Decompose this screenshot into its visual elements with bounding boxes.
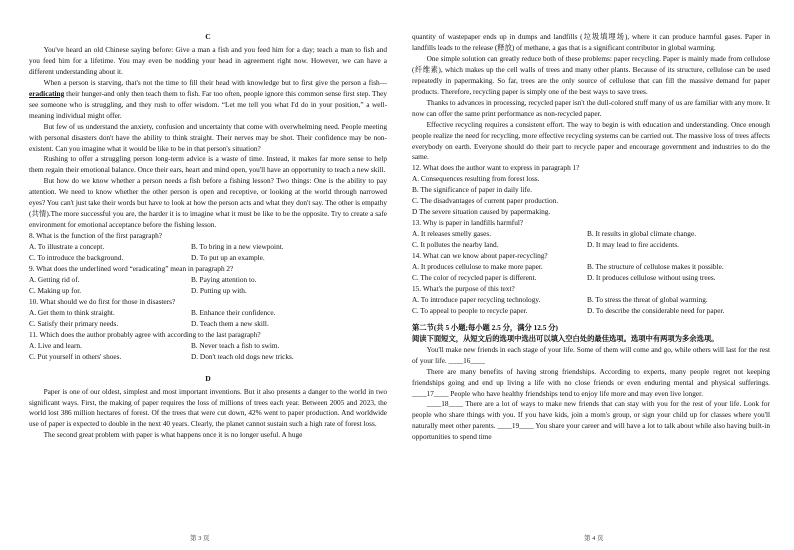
option: D. To put up an example.: [191, 253, 265, 263]
left-column: [29, 32, 387, 441]
page-number-left: 第 3 页: [190, 535, 210, 542]
d-paragraph-4: Thanks to advances in processing, recycled paper isn't the dull-colored stuff many of us are familiar with any more. It now can offer the same print performance as non-recycled paper.: [412, 97, 771, 118]
option: B. It results in global climate change.: [587, 229, 697, 239]
option: C. Making up for.: [29, 285, 82, 295]
question-14: 14. What can we know about paper-recycling?: [412, 251, 548, 261]
question-14-options-row1: [412, 262, 770, 273]
question-8: 8. What is the function of the first paragraph?: [29, 231, 162, 241]
option: B. To bring in a new viewpoint.: [191, 242, 284, 252]
question-10: 10. What should we do first for those in disasters?: [29, 296, 176, 306]
option: C. To introduce the background.: [29, 253, 124, 263]
cloze-paragraph-3: ____18____ There are a lot of ways to make new friends that can stay with you for the rest of your life. Look for people who share things with you. If you have kids, join a mom's group, or sign your child up for classes where you'll naturally meet other parents. ____19____ You share your career and will have a lot to talk about while also having built-in opportunities to spend time: [412, 399, 770, 442]
question-9-options-row2: [29, 286, 387, 297]
option: D. Teach them a new skill.: [191, 318, 269, 328]
option: B. The structure of cellulose makes it possible.: [587, 262, 724, 272]
question-10-options-row2: [29, 319, 387, 330]
question-13-options-row1: [412, 229, 770, 240]
question-15-options-row2: [412, 306, 770, 317]
option: D. It may lead to fire accidents.: [587, 240, 679, 250]
option: C. The disadvantages of current paper production.: [412, 196, 559, 206]
question-12: 12. What does the author want to express in paragraph 1?: [412, 163, 580, 173]
option: A. It releases smelly gases.: [412, 229, 492, 239]
underlined-word: eradicating: [29, 88, 65, 98]
page-number-right: 第 4 页: [584, 535, 604, 542]
question-9: 9. What does the underlined word “eradicating” mean in paragraph 2?: [29, 264, 234, 274]
option: A. To introduce paper recycling technology.: [412, 294, 541, 304]
c-paragraph-2: [29, 78, 387, 122]
question-11-options-row2: [29, 352, 387, 363]
question-13-options-row2: [412, 240, 770, 251]
c-paragraph-2-start: When a person is starving, that's not the time to fill their head with knowledge but to first give the person a fish—: [43, 77, 387, 87]
question-15-options-row1: [412, 295, 770, 306]
c-paragraph-2-end: their hunger-and only then teach them to fish. Far too often, people ignore this common sense first step. They see someone who is struggling, and they rush to offer wisdom. “Let me tell you what I'd do in your position,” a well-meaning individual might offer.: [29, 88, 387, 120]
option: A. Get them to think straight.: [29, 307, 115, 317]
question-8-options-row1: [29, 242, 387, 253]
part-2-title: 第二节(共 5 小题;每小题 2.5 分，满分 12.5 分): [412, 322, 558, 332]
option: D. Don't teach old dogs new tricks.: [191, 351, 294, 361]
d-paragraph-3: One simple solution can greatly reduce both of these problems: paper recycling. Paper is mainly made from cellulose (纤维素), which makes up the cell walls of trees and many other plants. Because of its structure, cellulose can be used repeatedly in papermaking. So far, trees are the only source of cellulose that can fill the massive demand for paper products. Therefore, recycling paper is simply one of the best ways to save trees.: [412, 53, 770, 96]
option: D. Putting up with.: [191, 285, 247, 295]
option: D. It produces cellulose without using trees.: [587, 272, 716, 282]
c-paragraph-3: But few of us understand the anxiety, confusion and uncertainty that come with overwhelming need. People meeting with personal disasters don't have the ability to think straight. Their nerves may be shot. Their confidence may be non-existent. Can you imagine what it would be like to be in that person's situation?: [29, 121, 387, 153]
option: D The severe situation caused by papermaking.: [412, 207, 551, 217]
option: A. Consequences resulting from forest loss.: [412, 174, 540, 184]
question-8-options-row2: [29, 253, 387, 264]
part-2-instructions: 阅读下面短文，从短文后的选项中选出可以填入空白处的最佳选项。选项中有两项为多余选项。: [412, 333, 719, 343]
option: C. It pollutes the nearby land.: [412, 240, 499, 250]
option: B. To stress the threat of global warming.: [587, 294, 708, 304]
d-paragraph-5: Effective recycling requires a consistent effort. The way to begin is with education and understanding. Once enough people realize the need for recycling, more effective recycling systems can be carried out. The massive loss of trees affects everybody on earth. Everyone should do their part to recycle paper and encourage government and industries to do the same.: [412, 119, 771, 162]
question-11: 11. Which does the author probably agree with according to the last paragraph?: [29, 329, 261, 339]
question-14-options-row2: [412, 273, 770, 284]
option: A. Live and learn.: [29, 340, 82, 350]
option: B. Paying attention to.: [191, 274, 257, 284]
option: A. It produces cellulose to make more paper.: [412, 262, 543, 272]
right-column: [412, 32, 770, 443]
question-11-options-row1: [29, 341, 387, 352]
section-c-title: C: [205, 32, 211, 41]
c-paragraph-1: You've heard an old Chinese saying before: Give a man a fish and you feed him for a day; teach a man to fish and you feed him for a lifetime. You may even be nodding your head in agreement right now. However, we can have a different understanding about it.: [29, 44, 387, 76]
option: B. Enhance their confidence.: [191, 307, 276, 317]
d-paragraph-1: Paper is one of our oldest, simplest and most important inventions. But it also presents a danger to the world in two significant ways. First, the making of paper requires the loss of millions of trees each year. Between 2005 and 2023, the world lost 386 million hectares of forest. Of the trees that were cut down, 42% went to paper production. And worldwide use of paper is expected to double in the next 40 years. Clearly, the planet cannot sustain such a high rate of forest loss.: [29, 386, 387, 429]
option: B. Never teach a fish to swim.: [191, 340, 280, 350]
option: B. The significance of paper in daily life.: [412, 185, 533, 195]
cloze-paragraph-1: You'll make new friends in each stage of your life. Some of them will come and go, while others will last for the rest of your life. ____16____: [412, 344, 770, 365]
c-paragraph-4: Rushing to offer a struggling person long-term advice is a waste of time. Instead, it makes far more sense to help them regain their emotional balance. Once their ears, heart and mind open, you'll have an opportunity to teach a new skill.: [29, 154, 387, 175]
option: A. To illustrate a concept.: [29, 242, 105, 252]
question-10-options-row1: [29, 308, 387, 319]
d-paragraph-2: The second great problem with paper is what happens once it is no longer useful. A huge: [43, 430, 303, 440]
question-13: 13. Why is paper in landfills harmful?: [412, 218, 524, 228]
option: D. To describe the considerable need for paper.: [587, 305, 725, 315]
question-9-options-row1: [29, 275, 387, 286]
cloze-paragraph-2: There are many benefits of having strong friendships. According to experts, many people regret not keeping friendships going and end up living a life with no close friends or even enduring mental and physical sufferings. ____17____ People who have healthy friendships tend to enjoy life more and may even live longer.: [412, 366, 770, 398]
option: C. Satisfy their primary needs.: [29, 318, 119, 328]
option: C. The color of recycled paper is different.: [412, 272, 537, 282]
section-d-title: D: [205, 373, 211, 383]
d-paragraph-2-continued: quantity of wastepaper ends up in dumps and landfills (垃圾填埋场), where it can produce harmful gases. Paper in landfills leads to the release (释放) of methane, a gas that is a significant contributor in global warming.: [412, 32, 770, 52]
option: C. To appeal to people to recycle paper.: [412, 305, 528, 315]
c-paragraph-5: But how do we know whether a person needs a fish before a fishing lesson? Two things: One is the ability to pay attention. We need to know whether the other person is open and receptive, or looking at the world through narrowed eyes? You can't just take their words but have to look at how the person acts and what they don't say. The other is empathy (共情).The more successful you are, the harder it is to imagine what it must be like to be the opposite. Try to create a safe environment for emotional acceptance before the fishing lesson.: [29, 176, 387, 230]
question-15: 15. What's the purpose of this text?: [412, 283, 515, 293]
option: C. Put yourself in others' shoes.: [29, 351, 122, 361]
option: A. Getting rid of.: [29, 274, 80, 284]
